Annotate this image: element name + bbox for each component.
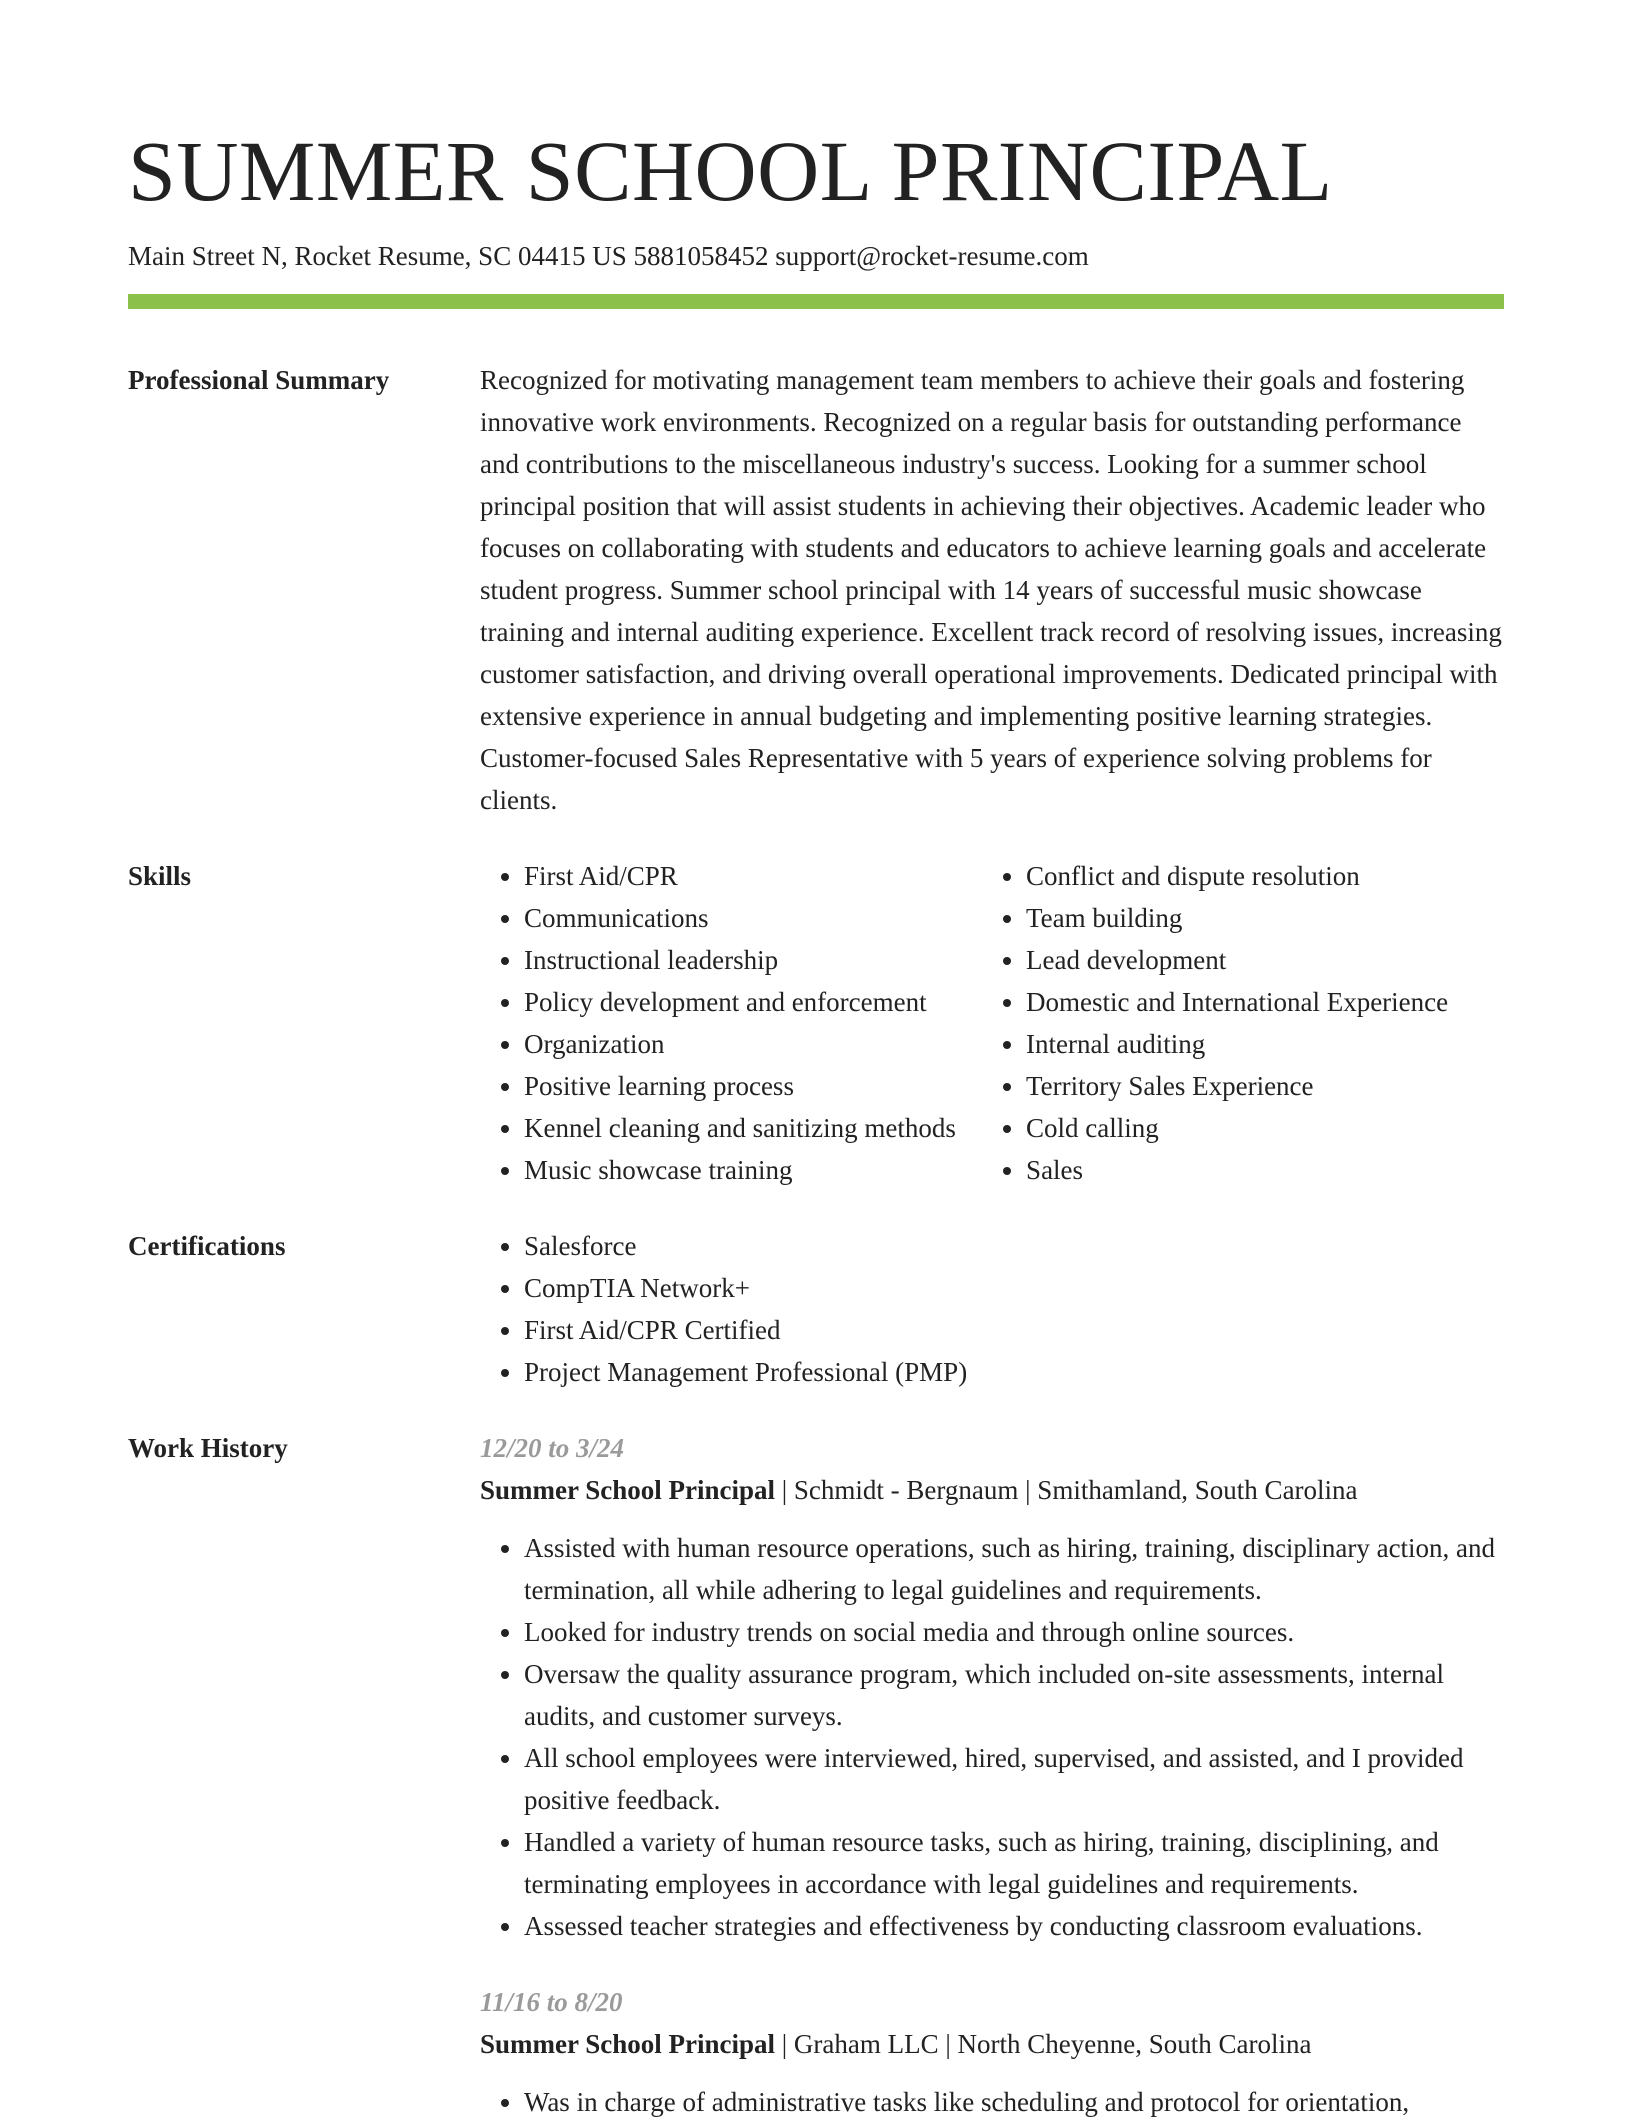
section-heading: Skills xyxy=(128,861,192,891)
skill-item: • Instructional leadership xyxy=(524,939,982,981)
job-details: | Graham LLC | North Cheyenne, South Carolina xyxy=(775,2029,1312,2059)
skill-item: • First Aid/CPR xyxy=(524,855,982,897)
skill-item: • Policy development and enforcement xyxy=(524,981,982,1023)
skill-item: • Territory Sales Experience xyxy=(1026,1065,1504,1107)
job-bullet: • All school employees were interviewed, hired, supervised, and assisted, and I provided positive feedback. xyxy=(524,1737,1504,1821)
job-bullet: • Handled a variety of human resource tasks, such as hiring, training, disciplining, and terminating employees in accordance with legal guidelines and requirements. xyxy=(524,1821,1504,1905)
certifications-section xyxy=(128,1225,1504,1393)
skill-item: • Domestic and International Experience xyxy=(1026,981,1504,1023)
skills-list-right xyxy=(982,855,1504,1191)
skill-item: • Kennel cleaning and sanitizing methods xyxy=(524,1107,982,1149)
skill-item: • Positive learning process xyxy=(524,1065,982,1107)
certification-item: • Salesforce xyxy=(524,1225,1504,1267)
skill-item: • Organization xyxy=(524,1023,982,1065)
skill-item: • Lead development xyxy=(1026,939,1504,981)
job-bullets xyxy=(480,1527,1504,1947)
job-entry xyxy=(480,1427,1504,1947)
section-heading: Professional Summary xyxy=(128,365,390,395)
job-bullet: • Assessed teacher strategies and effectiveness by conducting classroom evaluations. xyxy=(524,1905,1504,1947)
section-heading: Certifications xyxy=(128,1231,286,1261)
skill-item: • Communications xyxy=(524,897,982,939)
job-entry xyxy=(480,1981,1504,2123)
certifications-list xyxy=(480,1225,1504,1393)
job-bullet: • Oversaw the quality assurance program, which included on-site assessments, internal audits, and customer surveys. xyxy=(524,1653,1504,1737)
summary-section xyxy=(128,359,1504,821)
job-header xyxy=(480,1469,1504,1511)
contact-line: Main Street N, Rocket Resume, SC 04415 US 5881058452 support@rocket-resume.com xyxy=(128,241,1089,271)
job-bullet: • Was in charge of administrative tasks like scheduling and protocol for orientation, xyxy=(524,2081,1504,2123)
job-bullet: • Assisted with human resource operations, such as hiring, training, disciplinary action, and termination, all while adhering to legal guidelines and requirements. xyxy=(524,1527,1504,1611)
skill-item: • Conflict and dispute resolution xyxy=(1026,855,1504,897)
skill-item: • Cold calling xyxy=(1026,1107,1504,1149)
certification-item: • First Aid/CPR Certified xyxy=(524,1309,1504,1351)
job-header xyxy=(480,2023,1504,2065)
job-bullets xyxy=(480,2081,1504,2123)
certification-item: • CompTIA Network+ xyxy=(524,1267,1504,1309)
job-title: Summer School Principal xyxy=(480,1475,776,1505)
job-details: | Schmidt - Bergnaum | Smithamland, South Carolina xyxy=(775,1475,1358,1505)
job-dates: 11/16 to 8/20 xyxy=(480,1987,623,2017)
section-heading: Work History xyxy=(128,1433,288,1463)
resume-title: SUMMER SCHOOL PRINCIPAL xyxy=(128,123,1333,219)
skill-item: • Internal auditing xyxy=(1026,1023,1504,1065)
certification-item: • Project Management Professional (PMP) xyxy=(524,1351,1504,1393)
skill-item: • Music showcase training xyxy=(524,1149,982,1191)
accent-divider xyxy=(128,294,1504,309)
job-dates: 12/20 to 3/24 xyxy=(480,1433,625,1463)
skill-item: • Team building xyxy=(1026,897,1504,939)
skill-item: • Sales xyxy=(1026,1149,1504,1191)
job-bullet: • Looked for industry trends on social media and through online sources. xyxy=(524,1611,1504,1653)
job-title: Summer School Principal xyxy=(480,2029,776,2059)
resume-page xyxy=(128,0,1504,2123)
summary-text: Recognized for motivating management team members to achieve their goals and fostering innovative work environments. Recognized on a regular basis for outstanding performance and contributions to the miscellaneous industry's success. Looking for a summer school principal position that will assist students in achieving their objectives. Academic leader who focuses on collaborating with students and educators to achieve learning goals and accelerate student progress. Summer school principal with 14 years of successful music showcase training and internal auditing experience. Excellent track record of resolving issues, increasing customer satisfaction, and driving overall operational improvements. Dedicated principal with extensive experience in annual budgeting and implementing positive learning strategies. Customer-focused Sales Representative with 5 years of experience solving problems for clients. xyxy=(480,365,1502,815)
work-history-section xyxy=(128,1427,1504,2123)
skills-list-left xyxy=(480,855,982,1191)
skills-section xyxy=(128,855,1504,1191)
